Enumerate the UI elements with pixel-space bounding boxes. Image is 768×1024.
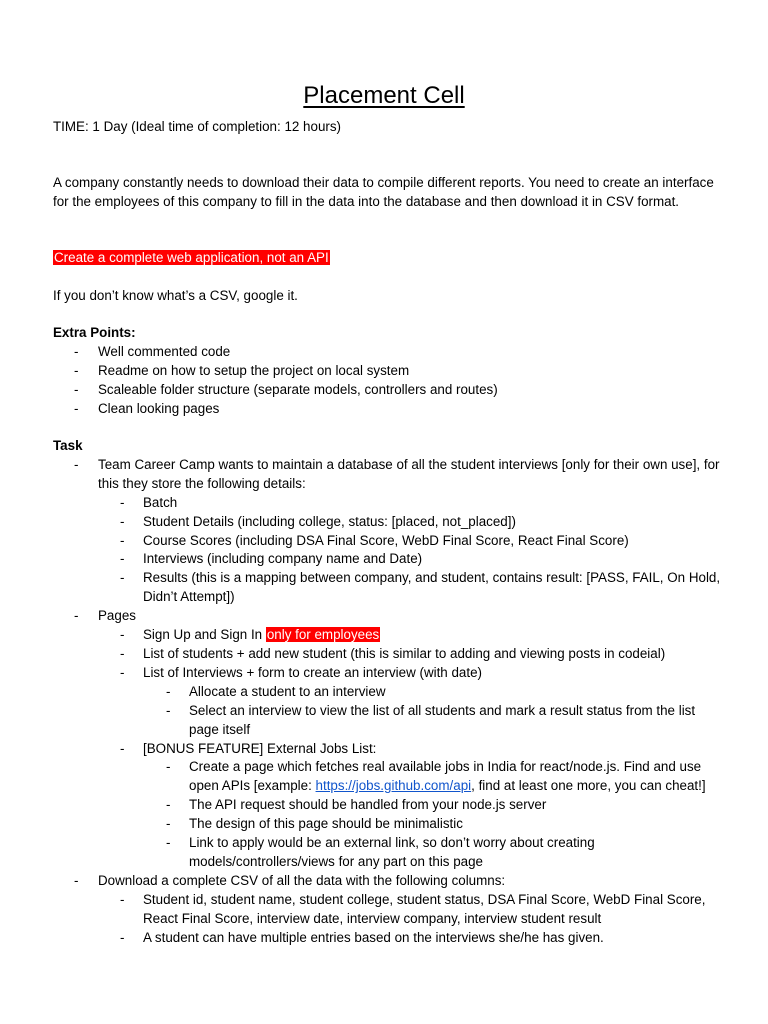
task-list bbox=[53, 456, 723, 948]
bullet-dash: - bbox=[74, 381, 79, 397]
download-item: - Download a complete CSV of all the data with the following columns: bbox=[53, 872, 723, 891]
bullet-dash: - bbox=[120, 627, 125, 643]
list-item: - Course Scores (including DSA Final Score, WebD Final Score, React Final Score) bbox=[53, 532, 723, 551]
bullet-dash: - bbox=[120, 532, 125, 548]
bullet-dash: - bbox=[120, 929, 125, 945]
csv-note: If you don’t know what’s a CSV, google it. bbox=[53, 288, 298, 303]
highlight-notice-line bbox=[53, 249, 723, 268]
pages-item: - Pages bbox=[53, 607, 723, 626]
bullet-dash: - bbox=[166, 816, 171, 832]
bullet-dash: - bbox=[166, 835, 171, 851]
list-item: - Results (this is a mapping between company, and student, contains result: [PASS, FAIL, On Hold, Didn’t Attempt]) bbox=[120, 570, 721, 605]
list-item: - Link to apply would be an external link, so don’t worry about creating models/controllers/views for any part on this page bbox=[166, 835, 595, 869]
intro-paragraph: A company constantly needs to download their data to compile different reports. You need to create an interface for the employees of this company to fill in the data into the database and then download it in CSV format. bbox=[53, 175, 714, 209]
bullet-dash: - bbox=[120, 645, 125, 661]
bullet-dash: - bbox=[166, 759, 171, 775]
bullet-dash: - bbox=[120, 570, 125, 586]
page-title: Placement Cell bbox=[303, 82, 465, 109]
list-item: - Select an interview to view the list of all students and mark a result status from the list page itself bbox=[166, 702, 696, 737]
bullet-dash: - bbox=[166, 702, 171, 718]
students-item: - List of students + add new student (this is similar to adding and viewing posts in codeial) bbox=[53, 645, 723, 664]
time-line: TIME: 1 Day (Ideal time of completion: 12 hours) bbox=[53, 119, 342, 134]
list-item: - A student can have multiple entries based on the interviews she/he has given. bbox=[53, 929, 723, 948]
list-item: - Readme on how to setup the project on local system bbox=[53, 362, 723, 381]
list-item: - Allocate a student to an interview bbox=[53, 683, 723, 702]
jobs-api-link[interactable]: https://jobs.github.com/api bbox=[315, 778, 472, 794]
list-item: - Well commented code bbox=[53, 343, 723, 362]
bullet-dash: - bbox=[74, 608, 79, 624]
task-intro-item: - Team Career Camp wants to maintain a database of all the student interviews [only for their own use], for this they store the following details: bbox=[74, 456, 720, 491]
bullet-dash: - bbox=[74, 343, 79, 359]
extra-points-list bbox=[53, 343, 723, 419]
list-item: - Student id, student name, student college, student status, DSA Final Score, WebD Final Score, React Final Score, interview date, interview company, interview student result bbox=[120, 891, 706, 926]
bonus-item: - [BONUS FEATURE] External Jobs List: bbox=[53, 740, 723, 759]
task-heading: Task bbox=[53, 438, 83, 453]
bonus-create-item: - Create a page which fetches real available jobs in India for react/node.js. Find and use open APIs [example: https://jobs.github.com/api, find at least one more, you can cheat!] bbox=[166, 759, 706, 794]
bullet-dash: - bbox=[74, 456, 79, 472]
extra-points-section bbox=[53, 324, 723, 419]
signup-highlight: only for employees bbox=[266, 627, 380, 643]
task-section bbox=[53, 437, 723, 947]
bullet-dash: - bbox=[120, 551, 125, 567]
list-item: - Interviews (including company name and Date) bbox=[53, 550, 723, 569]
bullet-dash: - bbox=[74, 872, 79, 888]
bullet-dash: - bbox=[74, 400, 79, 416]
list-item: - Scaleable folder structure (separate models, controllers and routes) bbox=[53, 381, 723, 400]
bullet-dash: - bbox=[120, 494, 125, 510]
highlight-notice: Create a complete web application, not an API bbox=[54, 250, 329, 265]
list-item: - Clean looking pages bbox=[53, 400, 723, 419]
list-item: - Student Details (including college, status: [placed, not_placed]) bbox=[53, 513, 723, 532]
bullet-dash: - bbox=[166, 683, 171, 699]
list-item: - The API request should be handled from your node.js server bbox=[53, 796, 723, 815]
list-item: - Batch bbox=[53, 494, 723, 513]
extra-points-heading: Extra Points: bbox=[53, 325, 136, 340]
signup-item: - Sign Up and Sign In only for employees bbox=[53, 626, 723, 645]
bullet-dash: - bbox=[120, 740, 125, 756]
bullet-dash: - bbox=[120, 891, 125, 907]
bullet-dash: - bbox=[120, 664, 125, 680]
list-item: - The design of this page should be minimalistic bbox=[53, 815, 723, 834]
bullet-dash: - bbox=[166, 797, 171, 813]
bullet-dash: - bbox=[120, 513, 125, 529]
interviews-item: - List of Interviews + form to create an interview (with date) bbox=[53, 664, 723, 683]
bullet-dash: - bbox=[74, 362, 79, 378]
